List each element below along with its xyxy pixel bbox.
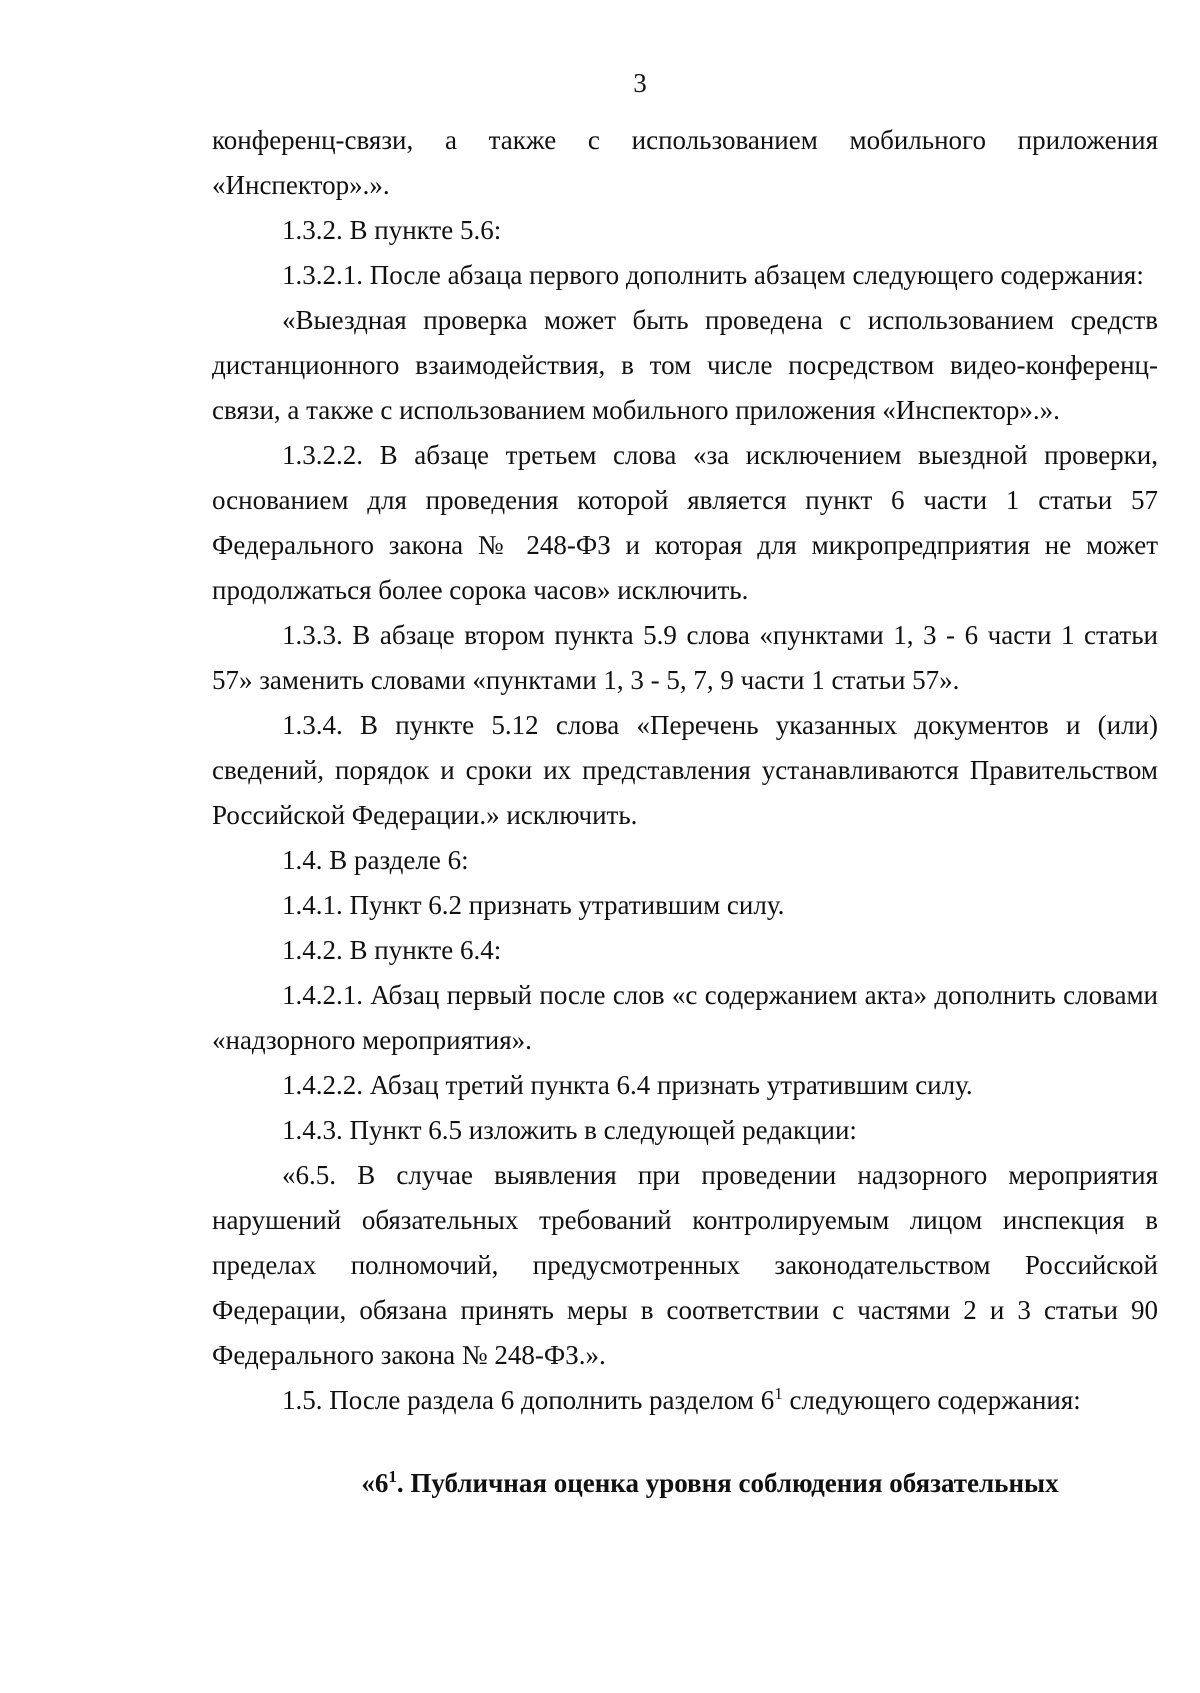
page-number: 3 [633, 68, 647, 98]
paragraph-text-after-superscript: следующего содержания: [782, 1385, 1081, 1415]
heading-text-after-superscript: . Публичная оценка уровня соблюдения обязательных [396, 1468, 1059, 1498]
superscript: 1 [774, 1384, 783, 1403]
paragraph: 1.3.3. В абзаце втором пункта 5.9 слова «пунктами 1, 3 - 6 части 1 статьи 57» заменить словами «пунктами 1, 3 - 5, 7, 9 части 1 статьи 57». [212, 620, 1158, 695]
paragraph: 1.3.2.2. В абзаце третьем слова «за исключением выездной проверки, основанием для проведения которой является пункт 6 части 1 статьи 57 Федерального закона № 248-ФЗ и которая для микропредприятия не может продолжаться более сорока часов» исключить. [212, 440, 1158, 605]
paragraph: 1.4.2.2. Абзац третий пункта 6.4 признать утратившим силу. [282, 1070, 973, 1100]
paragraph-text-before-superscript: 1.5. После раздела 6 дополнить разделом 6 [282, 1385, 775, 1415]
section-heading [212, 1461, 1158, 1506]
paragraph: 1.4.2.1. Абзац первый после слов «с содержанием акта» дополнить словами «надзорного мероприятия». [212, 980, 1158, 1055]
paragraph: 1.3.2. В пункте 5.6: [282, 215, 502, 245]
paragraph: 1.3.4. В пункте 5.12 слова «Перечень указанных документов и (или) сведений, порядок и сроки их представления устанавливаются Правительством Российской Федерации.» исключить. [212, 710, 1158, 830]
paragraph-add-section [212, 1378, 1158, 1423]
heading-superscript: 1 [388, 1467, 397, 1486]
paragraph: «6.5. В случае выявления при проведении надзорного мероприятия нарушений обязательных требований контролируемым лицом инспекция в пределах полномочий, предусмотренных законодательством Российской Федерации, обязана принять меры в соответствии с частями 2 и 3 статьи 90 Федерального закона № 248-ФЗ.». [212, 1160, 1158, 1370]
paragraph: 1.3.2.1. После абзаца первого дополнить абзацем следующего содержания: [282, 260, 1144, 290]
paragraph: 1.4.3. Пункт 6.5 изложить в следующей редакции: [282, 1115, 857, 1145]
document-body [212, 118, 1158, 1506]
paragraph: 1.4.1. Пункт 6.2 признать утратившим силу. [282, 890, 785, 920]
paragraph: 1.4.2. В пункте 6.4: [282, 935, 502, 965]
paragraph: 1.4. В разделе 6: [282, 845, 469, 875]
paragraph: «Выездная проверка может быть проведена с использованием средств дистанционного взаимодействия, в том числе посредством видео-конференц-связи, а также с использованием мобильного приложения «Инспектор».». [212, 305, 1158, 425]
paragraph: конференц-связи, а также с использованием мобильного приложения «Инспектор».». [212, 125, 1158, 200]
heading-text-before-superscript: «6 [361, 1468, 389, 1498]
